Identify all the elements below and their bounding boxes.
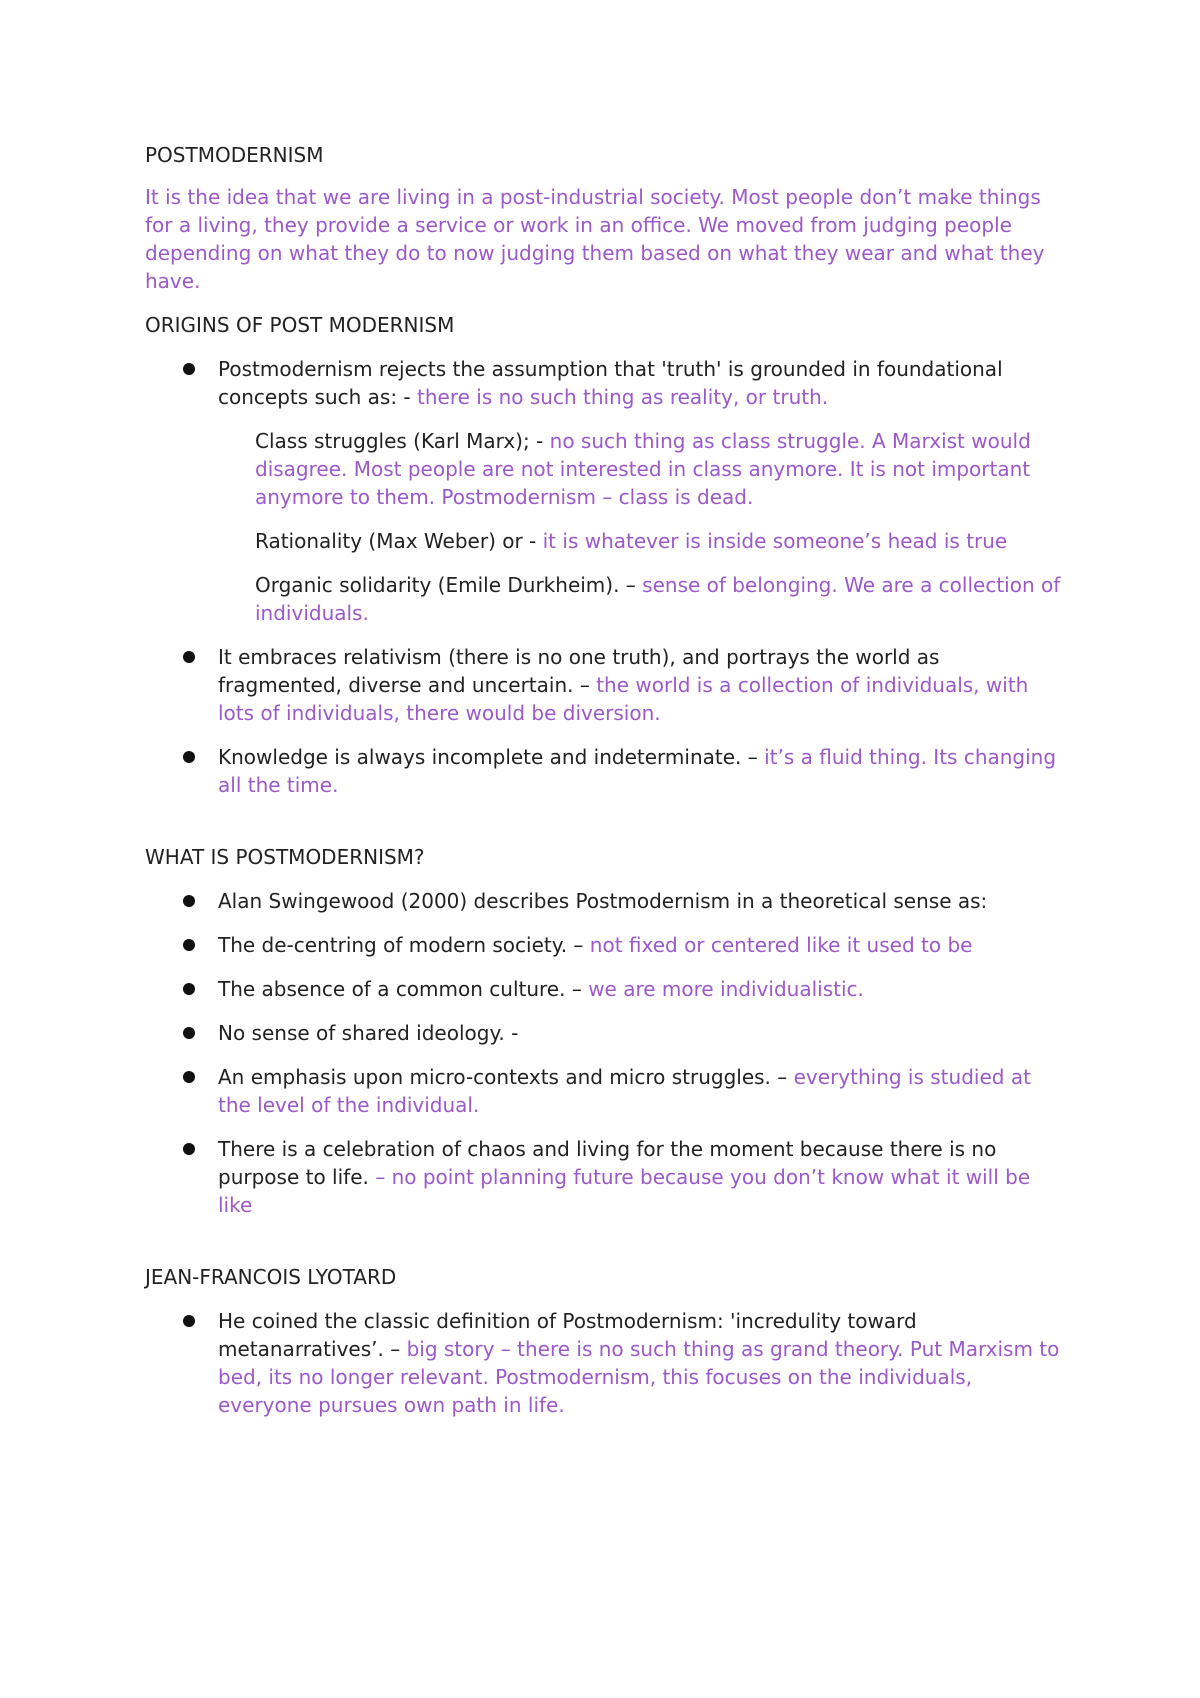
origins-list (145, 355, 1065, 799)
section-title-postmodernism: POSTMODERNISM (145, 143, 324, 167)
bullet-icon (183, 939, 195, 951)
item-note: everything is studied at the level of the individual. (218, 1065, 1031, 1117)
list-item (145, 1063, 1065, 1119)
bullet-icon (183, 1027, 195, 1039)
list-item (145, 743, 1065, 799)
item-text: Postmodernism rejects the assumption that 'truth' is grounded in foundational concepts such as: - (218, 357, 1003, 409)
section-title-what-is: WHAT IS POSTMODERNISM? (145, 845, 425, 869)
bullet-icon (183, 651, 195, 663)
bullet-icon (183, 1315, 195, 1327)
sub-item (145, 571, 1065, 627)
item-note: no such thing as class struggle. A Marxist would disagree. Most people are not interested in class anymore. It is not important anymore to them. Postmodernism – class is dead. (255, 429, 1031, 509)
item-text: Rationality (Max Weber) or - (255, 529, 543, 553)
lyotard-list (145, 1307, 1065, 1419)
item-text: The absence of a common culture. – (218, 977, 589, 1001)
list-item (145, 355, 1065, 411)
item-note: big story – there is no such thing as grand theory. Put Marxism to bed, its no longer relevant. Postmodernism, this focuses on the individuals, everyone pursues own path in life. (218, 1337, 1060, 1417)
item-text: The de-centring of modern society. – (218, 933, 590, 957)
section-title-origins: ORIGINS OF POST MODERNISM (145, 313, 455, 337)
bullet-icon (183, 1071, 195, 1083)
item-text: An emphasis upon micro-contexts and micro struggles. – (218, 1065, 794, 1089)
item-text: Knowledge is always incomplete and indeterminate. – (218, 745, 765, 769)
section-title-lyotard: JEAN-FRANCOIS LYOTARD (145, 1265, 397, 1289)
item-text: There is a celebration of chaos and living for the moment because there is no purpose to life. (218, 1137, 997, 1189)
sub-item (145, 427, 1065, 511)
what-is-list (145, 887, 1065, 1219)
bullet-icon (183, 363, 195, 375)
intro-paragraph: It is the idea that we are living in a post-industrial society. Most people don’t make things for a living, they provide a service or work in an office. We moved from judging people depending on what they do to now judging them based on what they wear and what they have. (145, 185, 1045, 293)
item-note: sense of belonging. We are a collection of individuals. (255, 573, 1061, 625)
item-note: the world is a collection of individuals, with lots of individuals, there would be diversion. (218, 673, 1029, 725)
item-text: Class struggles (Karl Marx); - (255, 429, 550, 453)
document-page (145, 141, 1065, 1419)
list-item (145, 643, 1065, 727)
bullet-icon (183, 983, 195, 995)
list-item (145, 1019, 1065, 1047)
bullet-icon (183, 895, 195, 907)
sub-item (145, 527, 1065, 555)
item-text: Alan Swingewood (2000) describes Postmodernism in a theoretical sense as: (218, 889, 988, 913)
bullet-icon (183, 751, 195, 763)
item-text: It embraces relativism (there is no one truth), and portrays the world as fragmented, diverse and uncertain. – (218, 645, 940, 697)
item-note: it’s a fluid thing. Its changing all the time. (218, 745, 1057, 797)
item-note: not fixed or centered like it used to be (589, 933, 973, 957)
item-text: No sense of shared ideology. - (218, 1021, 519, 1045)
item-text: Organic solidarity (Emile Durkheim). – (255, 573, 643, 597)
list-item (145, 931, 1065, 959)
item-note: there is no such thing as reality, or truth. (417, 385, 829, 409)
list-item (145, 1135, 1065, 1219)
item-text: He coined the classic definition of Postmodernism: 'incredulity toward metanarratives’. – (218, 1309, 917, 1361)
item-note: – no point planning future because you don’t know what it will be like (218, 1165, 1031, 1217)
list-item (145, 975, 1065, 1003)
item-note: it is whatever is inside someone’s head is true (542, 529, 1008, 553)
list-item (145, 1307, 1065, 1419)
item-note: we are more individualistic. (588, 977, 864, 1001)
list-item (145, 887, 1065, 915)
bullet-icon (183, 1143, 195, 1155)
